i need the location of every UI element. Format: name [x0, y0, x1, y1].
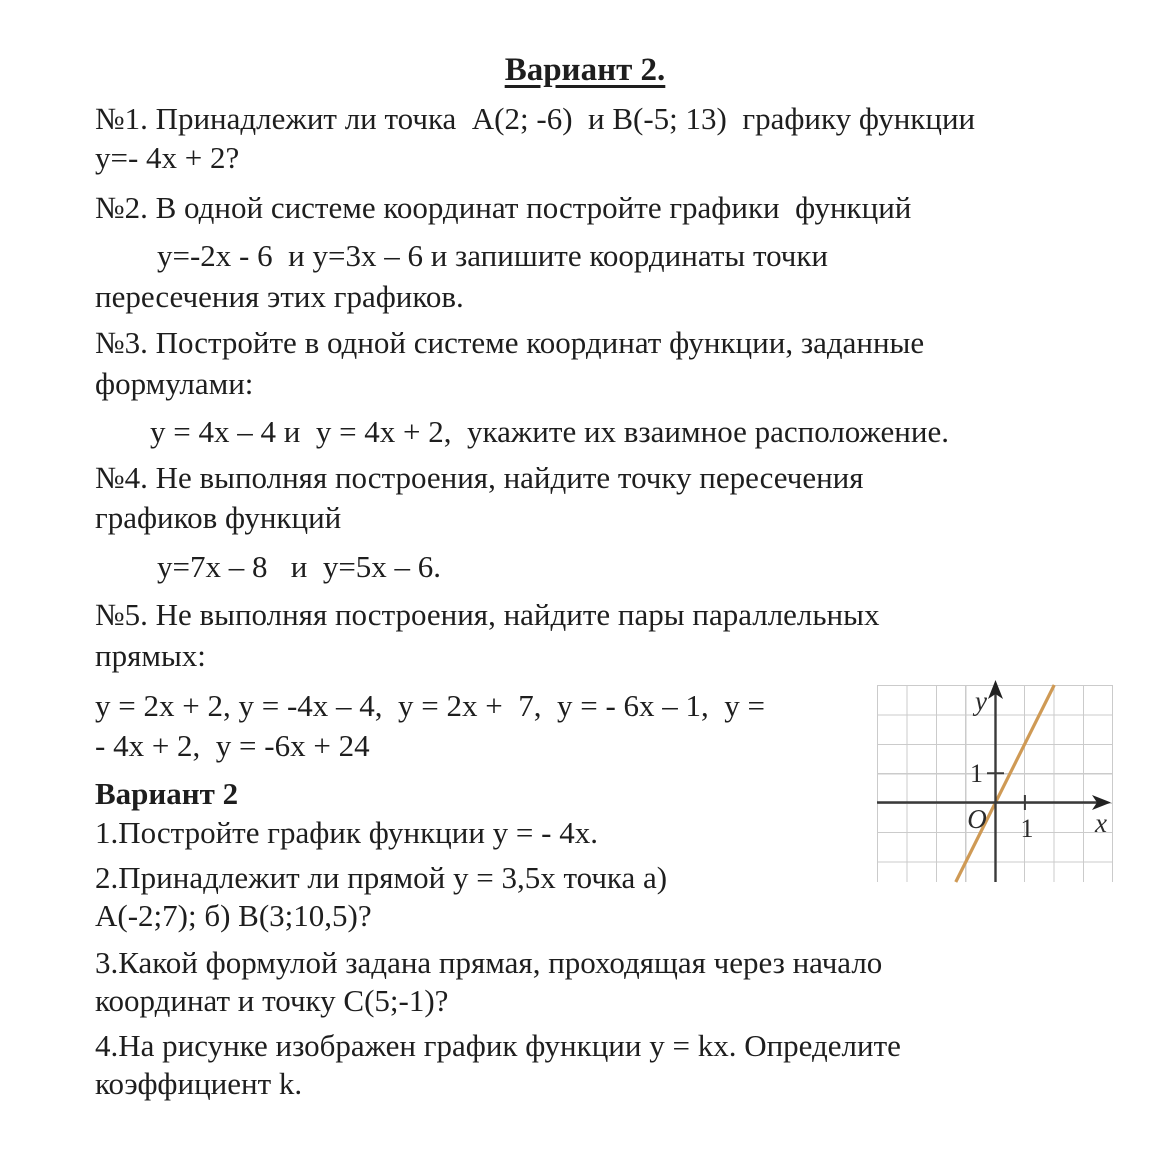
graph-canvas: [877, 685, 1113, 882]
problem-2-formula: у=-2х - 6 и у=3х – 6 и запишите координаты точки: [157, 238, 829, 273]
task-4-line-1: 4.На рисунке изображен график функции у = kx. Определите: [95, 1028, 901, 1063]
problem-2-line-3: пересечения этих графиков.: [95, 279, 464, 314]
x-axis-label: x: [1095, 808, 1107, 838]
section-2-heading: Вариант 2: [95, 776, 239, 811]
problem-3-line-2: формулами:: [95, 366, 254, 401]
task-3-line-1: 3.Какой формулой задана прямая, проходящая через начало: [95, 945, 883, 980]
problem-3-line-1: №3. Постройте в одной системе координат функции, заданные: [95, 325, 925, 360]
y-axis-label: y: [975, 686, 987, 716]
problem-5-equations-1: у = 2х + 2, у = -4х – 4, у = 2х + 7, у = - 6х – 1, у =: [95, 688, 766, 723]
problem-5-line-1: №5. Не выполняя построения, найдите пары параллельных: [95, 597, 880, 632]
problem-2-line-1: №2. В одной системе координат постройте графики функций: [95, 190, 912, 225]
task-3-line-2: координат и точку С(5;-1)?: [95, 983, 449, 1018]
task-4-line-2: коэффициент k.: [95, 1066, 303, 1101]
origin-label: O: [967, 804, 987, 834]
problem-5-equations-2: - 4х + 2, у = -6х + 24: [95, 728, 370, 763]
y-tick-label: 1: [970, 759, 983, 788]
task-2-line-2: А(-2;7); б) В(3;10,5)?: [95, 898, 372, 933]
problem-5-line-2: прямых:: [95, 638, 206, 673]
problem-1-line-1: №1. Принадлежит ли точка А(2; -6) и В(-5; 13) графику функции: [95, 101, 976, 136]
function-graph-figure: [877, 685, 1113, 882]
problem-4-line-2: графиков функций: [95, 500, 342, 535]
x-tick-label: 1: [1020, 814, 1034, 843]
page-title: Вариант 2.: [504, 52, 666, 88]
problem-1-line-2: у=- 4х + 2?: [95, 140, 240, 175]
task-1: 1.Постройте график функции у = - 4х.: [95, 815, 598, 850]
problem-4-line-1: №4. Не выполняя построения, найдите точку пересечения: [95, 460, 864, 495]
task-2-line-1: 2.Принадлежит ли прямой у = 3,5х точка а): [95, 860, 668, 895]
problem-4-formula: у=7х – 8 и у=5х – 6.: [157, 549, 442, 584]
problem-3-formula: у = 4х – 4 и у = 4х + 2, укажите их взаимное расположение.: [150, 414, 949, 449]
